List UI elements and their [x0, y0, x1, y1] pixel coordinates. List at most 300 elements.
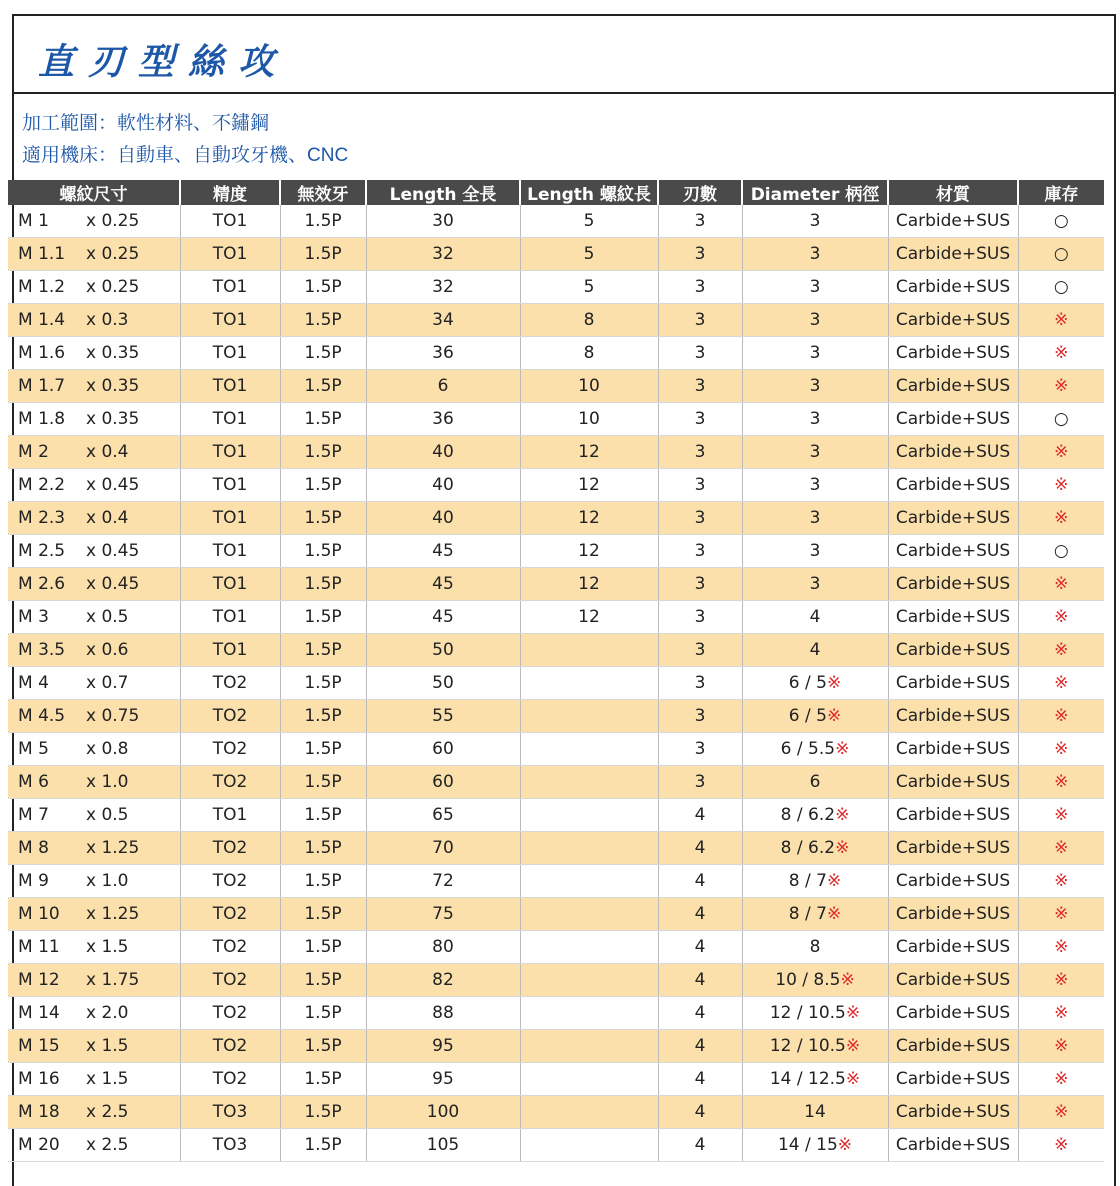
thread-pitch-value: x 1.5: [86, 1036, 129, 1056]
invalid-thread-cell: 1.5P: [280, 238, 366, 271]
thread-size-value: M 1.4: [18, 310, 66, 330]
diameter-note-mark: ※: [845, 1036, 861, 1056]
invalid-thread-cell: 1.5P: [280, 766, 366, 799]
diameter-note-mark: ※: [826, 904, 842, 924]
shank-diameter-cell: [742, 700, 888, 733]
order-mark: ※: [1054, 640, 1069, 660]
flutes-cell: 4: [658, 1129, 742, 1162]
table-row: [8, 304, 1104, 337]
shank-diameter-value: 8 / 6.2: [780, 805, 836, 825]
thread-size-value: M 3: [18, 607, 49, 627]
total-length-cell: 60: [366, 766, 520, 799]
header-material: 材質: [888, 180, 1018, 205]
thread-size-value: M 7: [18, 805, 49, 825]
flutes-cell: 3: [658, 700, 742, 733]
material-cell: Carbide+SUS: [888, 964, 1018, 997]
thread-length-cell: [520, 931, 658, 964]
thread-size-value: M 1.7: [18, 376, 66, 396]
shank-diameter-cell: [742, 271, 888, 304]
thread-size-cell: [8, 238, 180, 271]
invalid-thread-cell: 1.5P: [280, 337, 366, 370]
material-cell: Carbide+SUS: [888, 568, 1018, 601]
stock-cell: [1018, 1096, 1104, 1129]
thread-length-cell: [520, 865, 658, 898]
total-length-cell: 40: [366, 469, 520, 502]
thread-size-cell: [8, 535, 180, 568]
precision-cell: TO1: [180, 271, 280, 304]
table-row: [8, 205, 1104, 238]
stock-cell: [1018, 964, 1104, 997]
thread-pitch-value: x 0.5: [86, 607, 129, 627]
invalid-thread-cell: 1.5P: [280, 1030, 366, 1063]
material-cell: Carbide+SUS: [888, 700, 1018, 733]
material-cell: Carbide+SUS: [888, 271, 1018, 304]
total-length-cell: 105: [366, 1129, 520, 1162]
thread-size-cell: [8, 370, 180, 403]
thread-length-cell: 12: [520, 502, 658, 535]
thread-size-value: M 9: [18, 871, 49, 891]
thread-size-value: M 2.5: [18, 541, 66, 561]
flutes-cell: 4: [658, 1063, 742, 1096]
total-length-cell: 88: [366, 997, 520, 1030]
thread-pitch-value: x 2.5: [86, 1135, 129, 1155]
thread-size-cell: [8, 634, 180, 667]
flutes-cell: 3: [658, 601, 742, 634]
shank-diameter-cell: [742, 436, 888, 469]
material-cell: Carbide+SUS: [888, 1030, 1018, 1063]
precision-cell: TO2: [180, 931, 280, 964]
material-cell: Carbide+SUS: [888, 667, 1018, 700]
invalid-thread-cell: 1.5P: [280, 1096, 366, 1129]
material-cell: Carbide+SUS: [888, 238, 1018, 271]
material-cell: Carbide+SUS: [888, 832, 1018, 865]
material-cell: Carbide+SUS: [888, 733, 1018, 766]
shank-diameter-cell: [742, 667, 888, 700]
shank-diameter-value: 8 / 6.2: [780, 838, 836, 858]
page-title: 直刃型絲攻: [38, 41, 289, 83]
stock-cell: [1018, 337, 1104, 370]
flutes-cell: 3: [658, 469, 742, 502]
table-row: [8, 1096, 1104, 1129]
order-mark: ※: [1054, 1036, 1069, 1056]
material-cell: Carbide+SUS: [888, 898, 1018, 931]
diameter-note-mark: ※: [826, 673, 842, 693]
material-cell: Carbide+SUS: [888, 535, 1018, 568]
thread-pitch-value: x 0.8: [86, 739, 129, 759]
diameter-note-mark: ※: [845, 1003, 861, 1023]
order-mark: ※: [1054, 442, 1069, 462]
thread-pitch-value: x 1.5: [86, 1069, 129, 1089]
table-row: [8, 535, 1104, 568]
total-length-cell: 95: [366, 1030, 520, 1063]
diameter-note-mark: ※: [826, 706, 842, 726]
in-stock-mark: ○: [1053, 277, 1069, 297]
material-cell: Carbide+SUS: [888, 436, 1018, 469]
total-length-cell: 72: [366, 865, 520, 898]
diameter-note-mark: ※: [840, 970, 855, 990]
invalid-thread-cell: 1.5P: [280, 733, 366, 766]
total-length-cell: 45: [366, 535, 520, 568]
table-row: [8, 634, 1104, 667]
thread-length-cell: [520, 700, 658, 733]
thread-size-value: M 15: [18, 1036, 60, 1056]
material-cell: Carbide+SUS: [888, 931, 1018, 964]
shank-diameter-cell: [742, 997, 888, 1030]
stock-cell: [1018, 766, 1104, 799]
thread-pitch-value: x 0.25: [86, 277, 140, 297]
total-length-cell: 60: [366, 733, 520, 766]
thread-size-cell: [8, 832, 180, 865]
precision-cell: TO1: [180, 601, 280, 634]
flutes-cell: 3: [658, 238, 742, 271]
thread-size-cell: [8, 469, 180, 502]
thread-length-cell: 8: [520, 337, 658, 370]
order-mark: ※: [1054, 805, 1069, 825]
thread-length-cell: 5: [520, 238, 658, 271]
shank-diameter-value: 3: [809, 343, 821, 363]
shank-diameter-value: 3: [809, 574, 821, 594]
invalid-thread-cell: 1.5P: [280, 568, 366, 601]
invalid-thread-cell: 1.5P: [280, 1129, 366, 1162]
flutes-cell: 3: [658, 667, 742, 700]
flutes-cell: 4: [658, 898, 742, 931]
thread-size-cell: [8, 733, 180, 766]
total-length-cell: 30: [366, 205, 520, 238]
total-length-cell: 45: [366, 568, 520, 601]
stock-cell: [1018, 700, 1104, 733]
shank-diameter-value: 8 / 7: [788, 871, 827, 891]
thread-size-value: M 20: [18, 1135, 60, 1155]
flutes-cell: 4: [658, 799, 742, 832]
flutes-cell: 4: [658, 1030, 742, 1063]
flutes-cell: 3: [658, 568, 742, 601]
thread-length-cell: 10: [520, 403, 658, 436]
thread-size-cell: [8, 304, 180, 337]
thread-pitch-value: x 0.25: [86, 244, 140, 264]
shank-diameter-cell: [742, 733, 888, 766]
thread-length-cell: [520, 1129, 658, 1162]
flutes-cell: 4: [658, 832, 742, 865]
shank-diameter-value: 4: [809, 607, 821, 627]
thread-length-cell: 12: [520, 436, 658, 469]
thread-pitch-value: x 0.75: [86, 706, 140, 726]
material-cell: Carbide+SUS: [888, 766, 1018, 799]
material-cell: Carbide+SUS: [888, 337, 1018, 370]
stock-cell: [1018, 997, 1104, 1030]
shank-diameter-value: 12 / 10.5: [769, 1036, 846, 1056]
order-mark: ※: [1054, 574, 1069, 594]
invalid-thread-cell: 1.5P: [280, 502, 366, 535]
total-length-cell: 55: [366, 700, 520, 733]
thread-pitch-value: x 0.4: [86, 442, 129, 462]
shank-diameter-value: 3: [809, 475, 821, 495]
material-cell: Carbide+SUS: [888, 865, 1018, 898]
thread-size-value: M 16: [18, 1069, 60, 1089]
diameter-note-mark: ※: [837, 1135, 853, 1155]
stock-cell: [1018, 931, 1104, 964]
shank-diameter-cell: [742, 370, 888, 403]
thread-pitch-value: x 0.25: [86, 211, 140, 231]
thread-size-value: M 6: [18, 772, 49, 792]
table-row: [8, 700, 1104, 733]
total-length-cell: 36: [366, 403, 520, 436]
stock-cell: [1018, 1129, 1104, 1162]
order-mark: ※: [1054, 904, 1069, 924]
header-thread-size: 螺紋尺寸: [8, 180, 180, 205]
thread-size-value: M 4.5: [18, 706, 66, 726]
order-mark: ※: [1054, 838, 1069, 858]
total-length-cell: 36: [366, 337, 520, 370]
precision-cell: TO2: [180, 766, 280, 799]
invalid-thread-cell: 1.5P: [280, 634, 366, 667]
thread-pitch-value: x 1.0: [86, 772, 129, 792]
shank-diameter-value: 14 / 15: [777, 1135, 838, 1155]
shank-diameter-value: 3: [809, 376, 821, 396]
thread-pitch-value: x 2.5: [86, 1102, 129, 1122]
flutes-cell: 3: [658, 403, 742, 436]
shank-diameter-value: 6 / 5: [788, 706, 827, 726]
flutes-cell: 4: [658, 931, 742, 964]
stock-cell: [1018, 502, 1104, 535]
stock-cell: [1018, 898, 1104, 931]
thread-size-value: M 12: [18, 970, 60, 990]
shank-diameter-cell: [742, 238, 888, 271]
stock-cell: [1018, 205, 1104, 238]
table-row: [8, 832, 1104, 865]
precision-cell: TO1: [180, 535, 280, 568]
total-length-cell: 70: [366, 832, 520, 865]
shank-diameter-value: 6: [809, 772, 821, 792]
material-cell: Carbide+SUS: [888, 403, 1018, 436]
total-length-cell: 6: [366, 370, 520, 403]
order-mark: ※: [1054, 1102, 1069, 1122]
thread-size-value: M 8: [18, 838, 49, 858]
stock-cell: [1018, 436, 1104, 469]
thread-size-value: M 2.6: [18, 574, 66, 594]
table-row: [8, 238, 1104, 271]
thread-length-cell: 5: [520, 205, 658, 238]
thread-size-cell: [8, 1096, 180, 1129]
thread-length-cell: [520, 634, 658, 667]
stock-cell: [1018, 271, 1104, 304]
order-mark: ※: [1054, 1069, 1069, 1089]
shank-diameter-cell: [742, 601, 888, 634]
thread-length-cell: 5: [520, 271, 658, 304]
order-mark: ※: [1054, 508, 1069, 528]
thread-size-cell: [8, 403, 180, 436]
thread-size-cell: [8, 799, 180, 832]
thread-size-value: M 5: [18, 739, 49, 759]
table-row: [8, 271, 1104, 304]
invalid-thread-cell: 1.5P: [280, 205, 366, 238]
thread-size-cell: [8, 667, 180, 700]
thread-pitch-value: x 0.4: [86, 508, 129, 528]
thread-size-value: M 18: [18, 1102, 60, 1122]
thread-pitch-value: x 0.45: [86, 475, 140, 495]
in-stock-mark: ○: [1053, 409, 1069, 429]
thread-pitch-value: x 0.35: [86, 376, 140, 396]
precision-cell: TO2: [180, 667, 280, 700]
stock-cell: [1018, 1030, 1104, 1063]
total-length-cell: 95: [366, 1063, 520, 1096]
material-cell: Carbide+SUS: [888, 634, 1018, 667]
stock-cell: [1018, 865, 1104, 898]
thread-size-value: M 14: [18, 1003, 60, 1023]
total-length-cell: 65: [366, 799, 520, 832]
precision-cell: TO2: [180, 964, 280, 997]
table-row: [8, 469, 1104, 502]
shank-diameter-cell: [742, 799, 888, 832]
shank-diameter-value: 3: [809, 211, 821, 231]
invalid-thread-cell: 1.5P: [280, 964, 366, 997]
thread-length-cell: [520, 964, 658, 997]
precision-cell: TO1: [180, 238, 280, 271]
invalid-thread-cell: 1.5P: [280, 865, 366, 898]
shank-diameter-cell: [742, 337, 888, 370]
thread-pitch-value: x 0.5: [86, 805, 129, 825]
shank-diameter-cell: [742, 766, 888, 799]
order-mark: ※: [1054, 1003, 1069, 1023]
total-length-cell: 32: [366, 238, 520, 271]
shank-diameter-cell: [742, 634, 888, 667]
shank-diameter-value: 3: [809, 541, 821, 561]
material-cell: Carbide+SUS: [888, 205, 1018, 238]
order-mark: ※: [1054, 739, 1069, 759]
material-cell: Carbide+SUS: [888, 997, 1018, 1030]
diameter-note-mark: ※: [835, 739, 850, 759]
flutes-cell: 3: [658, 436, 742, 469]
header-invalid-thread: 無效牙: [280, 180, 366, 205]
total-length-cell: 75: [366, 898, 520, 931]
invalid-thread-cell: 1.5P: [280, 370, 366, 403]
total-length-cell: 40: [366, 502, 520, 535]
order-mark: ※: [1054, 376, 1069, 396]
shank-diameter-value: 10 / 8.5: [775, 970, 841, 990]
thread-pitch-value: x 0.35: [86, 343, 140, 363]
table-body: [8, 205, 1104, 1162]
flutes-cell: 3: [658, 271, 742, 304]
shank-diameter-value: 12 / 10.5: [769, 1003, 846, 1023]
thread-length-cell: [520, 997, 658, 1030]
order-mark: ※: [1054, 310, 1069, 330]
invalid-thread-cell: 1.5P: [280, 898, 366, 931]
total-length-cell: 100: [366, 1096, 520, 1129]
flutes-cell: 3: [658, 733, 742, 766]
shank-diameter-cell: [742, 832, 888, 865]
shank-diameter-cell: [742, 403, 888, 436]
shank-diameter-value: 6 / 5: [788, 673, 827, 693]
shank-diameter-value: 14 / 12.5: [769, 1069, 846, 1089]
precision-cell: TO2: [180, 700, 280, 733]
thread-size-cell: [8, 1063, 180, 1096]
invalid-thread-cell: 1.5P: [280, 304, 366, 337]
total-length-cell: 40: [366, 436, 520, 469]
shank-diameter-cell: [742, 964, 888, 997]
header-flutes: 刃數: [658, 180, 742, 205]
total-length-cell: 50: [366, 667, 520, 700]
thread-length-cell: 8: [520, 304, 658, 337]
thread-pitch-value: x 2.0: [86, 1003, 129, 1023]
shank-diameter-value: 3: [809, 409, 821, 429]
thread-size-value: M 2: [18, 442, 49, 462]
shank-diameter-cell: [742, 1063, 888, 1096]
table-row: [8, 667, 1104, 700]
precision-cell: TO2: [180, 832, 280, 865]
thread-length-cell: [520, 1063, 658, 1096]
machines-text: 適用機床：自動車、自動攻牙機、CNC: [22, 145, 349, 166]
precision-cell: TO1: [180, 304, 280, 337]
diameter-note-mark: ※: [835, 805, 850, 825]
flutes-cell: 3: [658, 337, 742, 370]
table-header-row: [8, 180, 1104, 205]
shank-diameter-cell: [742, 304, 888, 337]
precision-cell: TO1: [180, 205, 280, 238]
table-row: [8, 1063, 1104, 1096]
stock-cell: [1018, 568, 1104, 601]
precision-cell: TO2: [180, 1030, 280, 1063]
in-stock-mark: ○: [1053, 541, 1069, 561]
thread-pitch-value: x 0.45: [86, 574, 140, 594]
thread-pitch-value: x 0.35: [86, 409, 140, 429]
precision-cell: TO2: [180, 997, 280, 1030]
order-mark: ※: [1054, 772, 1069, 792]
shank-diameter-cell: [742, 568, 888, 601]
thread-size-cell: [8, 766, 180, 799]
material-cell: Carbide+SUS: [888, 1063, 1018, 1096]
flutes-cell: 3: [658, 634, 742, 667]
shank-diameter-value: 3: [809, 277, 821, 297]
thread-pitch-value: x 0.7: [86, 673, 129, 693]
shank-diameter-value: 8: [809, 937, 821, 957]
order-mark: ※: [1054, 607, 1069, 627]
precision-cell: TO2: [180, 865, 280, 898]
precision-cell: TO1: [180, 436, 280, 469]
thread-size-value: M 1.2: [18, 277, 66, 297]
thread-length-cell: 12: [520, 469, 658, 502]
invalid-thread-cell: 1.5P: [280, 469, 366, 502]
precision-cell: TO1: [180, 568, 280, 601]
order-mark: ※: [1054, 1135, 1069, 1155]
precision-cell: TO3: [180, 1096, 280, 1129]
flutes-cell: 3: [658, 535, 742, 568]
precision-cell: TO2: [180, 733, 280, 766]
table-row: [8, 733, 1104, 766]
precision-cell: TO3: [180, 1129, 280, 1162]
stock-cell: [1018, 304, 1104, 337]
stock-cell: [1018, 601, 1104, 634]
order-mark: ※: [1054, 475, 1069, 495]
thread-size-cell: [8, 898, 180, 931]
precision-cell: TO2: [180, 1063, 280, 1096]
invalid-thread-cell: 1.5P: [280, 832, 366, 865]
order-mark: ※: [1054, 970, 1069, 990]
thread-size-cell: [8, 205, 180, 238]
thread-size-value: M 3.5: [18, 640, 66, 660]
thread-pitch-value: x 1.25: [86, 838, 140, 858]
thread-length-cell: [520, 667, 658, 700]
diameter-note-mark: ※: [845, 1069, 861, 1089]
flutes-cell: 4: [658, 865, 742, 898]
material-cell: Carbide+SUS: [888, 1096, 1018, 1129]
thread-pitch-value: x 1.0: [86, 871, 129, 891]
stock-cell: [1018, 667, 1104, 700]
thread-size-value: M 10: [18, 904, 60, 924]
header-thread-length: Length 螺紋長: [520, 180, 658, 205]
thread-size-value: M 1: [18, 211, 49, 231]
flutes-cell: 3: [658, 304, 742, 337]
shank-diameter-value: 14: [804, 1102, 826, 1122]
shank-diameter-value: 3: [809, 442, 821, 462]
